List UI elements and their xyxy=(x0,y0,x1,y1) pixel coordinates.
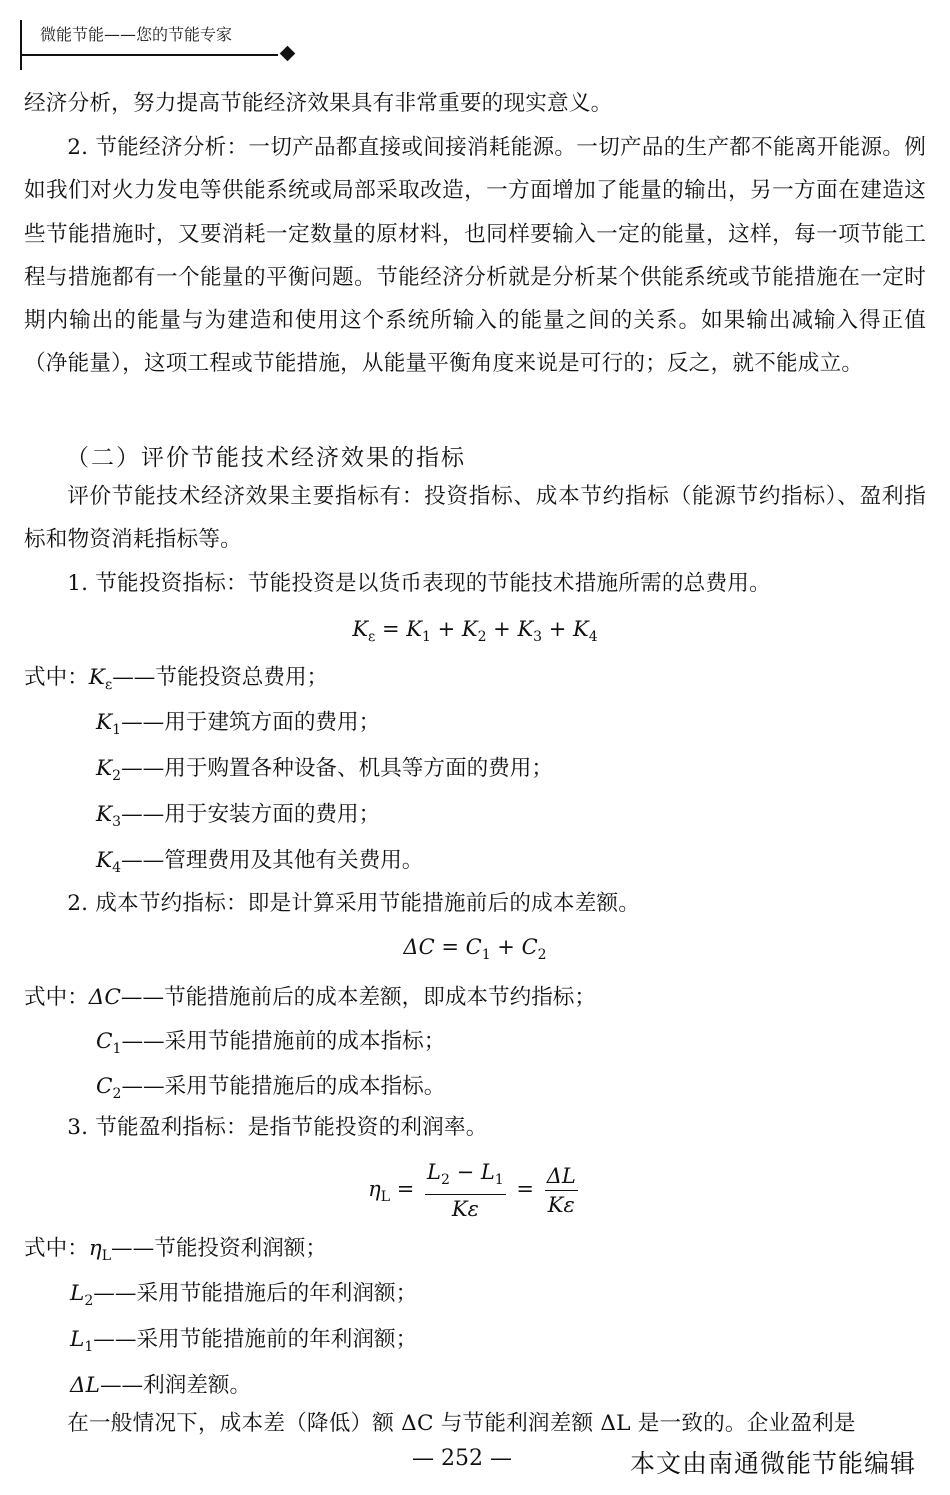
definition-item: $K_1——$用于建筑方面的费用； xyxy=(96,710,381,738)
definition-item: ΔL——利润差额。 xyxy=(70,1373,252,1398)
header-title: 微能节能——您的节能专家 xyxy=(40,25,233,44)
running-header xyxy=(20,14,280,70)
definition-item: $C_1——$采用节能措施前的成本指标； xyxy=(96,1029,446,1057)
footer-credit: 本文由南通微能节能编辑 xyxy=(630,1449,917,1478)
paragraph-indicators: 评价节能技术经济效果主要指标有：投资指标、成本节约指标（能源节约指标）、盈利指标和物资消耗指标等。 xyxy=(24,484,926,553)
formula-term: $K_4$ xyxy=(573,617,598,645)
formula-term: $C_1$ xyxy=(465,935,491,963)
paragraph-energy-analysis: 2. 节能经济分析：一切产品都直接或间接消耗能源。一切产品的生产都不能离开能源。例如我们对火力发电等供能系统或局部采取改造，一方面增加了能量的输出，另一方面在建造这些节能措施时，又要消耗一定数量的原材料，也同样要输入一定的能量，这样，每一项节能工程与措施都有一个能量的平衡问题。节能经济分析就是分析某个供能系统或节能措施在一定时期内输出的能量与为建造和使用这个系统所输入的能量之间的关系。如果输出减输入得正值（净能量），这项工程或节能措施，从能量平衡角度来说是可行的；反之，就不能成立。 xyxy=(24,135,926,377)
definition-item: 式中：$\eta_L——$节能投资利润额； xyxy=(24,1236,327,1264)
paragraph-intro: 经济分析，努力提高节能经济效果具有非常重要的现实意义。 xyxy=(24,91,613,116)
fraction: $\frac{\Delta L}{K\varepsilon}$ xyxy=(546,1164,576,1217)
formula-cost: $\Delta C = C_1 + C_2$ xyxy=(403,935,547,963)
header-horizontal-rule xyxy=(20,54,278,56)
formula-term: $K_1$ xyxy=(406,617,431,645)
formula-profit: $\eta_L$ = $\frac{L_2 - L_1}{K\varepsilon}$ = $\frac{\Delta L}{K\varepsilon}$ xyxy=(368,1160,576,1221)
definition-item: $C_2——$采用节能措施后的成本指标。 xyxy=(96,1074,446,1102)
formula-term: $K_3$ xyxy=(517,617,543,645)
paragraph-profit: 3. 节能盈利指标：是指节能投资的利润率。 xyxy=(67,1115,488,1140)
formula-term: $K_2$ xyxy=(461,617,487,645)
definition-item: 式中：$K_\varepsilon——$节能投资总费用； xyxy=(24,665,329,693)
header-vertical-rule xyxy=(20,20,22,70)
header-diamond-icon xyxy=(280,46,296,62)
formula-investment: $K_\varepsilon = K_1 + K_2 + K_3 + K_4$ xyxy=(352,617,598,645)
definition-item: $K_3——$用于安装方面的费用； xyxy=(96,802,381,830)
fraction: $\frac{L_2 - L_1}{K\varepsilon}$ xyxy=(427,1160,504,1221)
definition-item: $K_4——$管理费用及其他有关费用。 xyxy=(96,848,424,876)
definition-item: 式中：ΔC——节能措施前后的成本差额，即成本节约指标； xyxy=(24,985,596,1010)
paragraph-general: 在一般情况下，成本差（降低）额 ΔC 与节能利润差额 ΔL 是一致的。企业盈利是 xyxy=(67,1411,856,1436)
section-heading: （二）评价节能技术经济效果的指标 xyxy=(66,445,466,471)
formula-term: $C_2$ xyxy=(521,935,547,963)
definition-item: $K_2——$用于购置各种设备、机具等方面的费用； xyxy=(96,756,553,784)
page-number: — 252 — xyxy=(412,1446,512,1471)
definition-item: $L_2——$采用节能措施后的年利润额； xyxy=(70,1281,418,1309)
paragraph-investment: 1. 节能投资指标：节能投资是以货币表现的节能技术措施所需的总费用。 xyxy=(67,571,771,596)
formula-term: $K_\varepsilon$ xyxy=(352,617,376,645)
definition-item: $L_1——$采用节能措施前的年利润额； xyxy=(70,1327,418,1355)
paragraph-cost-saving: 2. 成本节约指标：即是计算采用节能措施前后的成本差额。 xyxy=(67,891,641,916)
